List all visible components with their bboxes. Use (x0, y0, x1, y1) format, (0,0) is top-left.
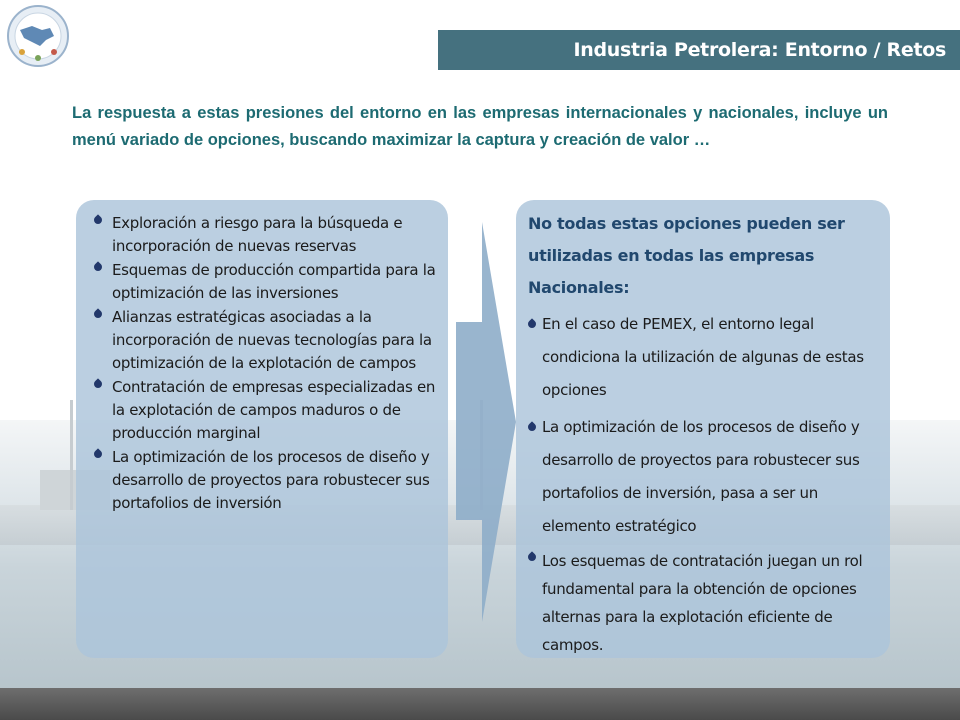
list-item (528, 411, 884, 543)
options-box (76, 200, 448, 658)
drop-bullet-icon (92, 378, 103, 389)
background-mast (70, 400, 73, 510)
list-item-text: Contratación de empresas especializadas en la explotación de campos maduros o de producción marginal (112, 378, 436, 442)
list-item (90, 306, 440, 375)
right-arrow-icon (456, 222, 516, 622)
list-item-text: La optimización de los procesos de diseño y desarrollo de proyectos para robustecer sus portafolios de inversión, pasa a ser un elemento estratégico (542, 418, 860, 535)
list-item (528, 547, 884, 659)
drop-bullet-icon (92, 214, 103, 225)
options-list (90, 212, 440, 515)
bottom-strip (0, 688, 960, 720)
drop-bullet-icon (92, 308, 103, 319)
mexico-map-seal-icon (2, 2, 72, 68)
list-item (90, 259, 440, 305)
drop-bullet-icon (526, 421, 537, 432)
constraints-box (516, 200, 890, 658)
intro-paragraph: La respuesta a estas presiones del entorno en las empresas internacionales y nacionales, incluye un menú variado de opciones, buscando maximizar la captura y creación de valor … (72, 104, 888, 149)
list-item-text: Exploración a riesgo para la búsqueda e incorporación de nuevas reservas (112, 214, 403, 255)
slide-title: Industria Petrolera: Entorno / Retos (573, 39, 946, 61)
drop-bullet-icon (526, 318, 537, 329)
list-item-text: Alianzas estratégicas asociadas a la incorporación de nuevas tecnologías para la optimización de la explotación de campos (112, 308, 432, 372)
list-item-text: En el caso de PEMEX, el entorno legal condiciona la utilización de algunas de estas opciones (542, 315, 864, 399)
constraints-heading: No todas estas opciones pueden ser utilizadas en todas las empresas Nacionales: (528, 214, 845, 297)
list-item-text: La optimización de los procesos de diseño y desarrollo de proyectos para robustecer sus portafolios de inversión (112, 448, 430, 512)
list-item (90, 212, 440, 258)
list-item (528, 308, 884, 407)
drop-bullet-icon (526, 551, 537, 562)
list-item-text: Esquemas de producción compartida para la optimización de las inversiones (112, 261, 436, 302)
list-item (90, 446, 440, 515)
drop-bullet-icon (92, 261, 103, 272)
constraints-list (528, 308, 884, 659)
list-item (90, 376, 440, 445)
drop-bullet-icon (92, 448, 103, 459)
list-item-text: Los esquemas de contratación juegan un rol fundamental para la obtención de opciones alternas para la explotación eficiente de campos. (542, 552, 863, 654)
title-bar (438, 30, 960, 70)
